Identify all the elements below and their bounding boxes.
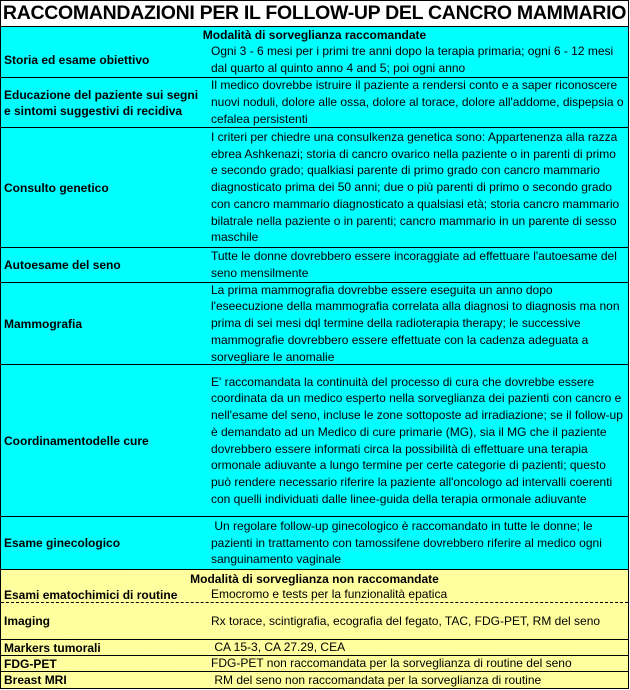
row-text: La prima mammografia dovrebbe essere eseguita un anno dopo l'eseecuzione della mammografia correlata alla diagnosi to diagnosis ma non prima di sei mesi dql termine della radioterapia therapy; le successive mammografie dovrebbero essere effettuate con la cadenza adeguata a sorvegliare le anomalie [211,282,620,364]
table-row [1,656,628,672]
row-label: Educazione del paziente sui segni e sintomi suggestivi di recidiva [4,87,199,118]
row-value [208,78,628,127]
row-label: Mammografia [4,316,83,331]
row-value [208,248,628,282]
table-title: RACCOMANDAZIONI PER IL FOLLOW-UP DEL CANCRO MAMMARIO [1,0,628,27]
row-value [208,128,628,247]
row-text: E' raccomandata la continuità del processo di cura che dovrebbe essere coordinata da un medico esperto nella sorveglianza dei pazienti con cancro e nell'esame del seno, incluse le zone sottoposte ad irradiazione; se il follow-up è demandato ad un Medico di cure primarie (MG), sia il MG che il paziente dovrebbero essere informati circa la possibilità di effettuare una terapia ormonale adiuvante a lungo termine per certe categorie di pazienti; questo può rendere necessario riferire la paziente all'oncologo ad intervalli coerenti con quelli individuati dalle linee-guida della terapia ormonale adiuvante [211,374,623,506]
table-row [1,128,628,248]
table-row [1,42,628,78]
row-value [208,587,628,602]
row-value [208,603,628,639]
row-label: Imaging [4,614,51,628]
table-row [1,603,628,640]
table-row [1,248,628,283]
row-text: RM del seno non raccomandata per la sorveglianza di routine [211,672,542,687]
not-recommended-heading: Modalità di sorveglianza non raccomandate [1,570,628,587]
row-value [208,42,628,77]
table-row [1,640,628,656]
row-text: Il medico dovrebbe istruire il paziente a rendersi conto e a saper riconoscere nuovi noduli, dolore alle ossa, dolore al torace, dolore all'addome, dispepsia o cefalea persistenti [211,78,624,126]
row-value [208,283,628,364]
table-row [1,365,628,517]
row-value [208,640,628,655]
row-label: Consulto genetico [4,180,109,195]
table-row [1,672,628,689]
row-text: Tutte le donne dovrebbero essere incoraggiate ad effettuare l'autoesame del seno mensilmente [211,249,617,280]
row-value [208,365,628,516]
row-text: Rx torace, scintigrafia, ecografia del fegato, TAC, FDG-PET, RM del seno [211,613,601,628]
row-text: Ogni 3 - 6 mesi per i primi tre anni dopo la terapia primaria; ogni 6 - 12 mesi dal quarto al quinto anno 4 and 5; poi ogni anno [211,43,614,75]
table-row [1,587,628,603]
row-text: FDG-PET non raccomandata per la sorveglianza di routine del seno [211,656,572,671]
row-label: FDG-PET [4,656,57,671]
row-value [208,517,628,569]
table-row [1,78,628,128]
row-label: Autoesame del seno [4,258,121,272]
row-label: Markers tumorali [4,640,101,655]
row-value [208,656,628,671]
table-row [1,283,628,365]
table-row [1,517,628,570]
row-text: Emocromo e tests per la funzionalità epatica [211,587,448,602]
row-text: CA 15-3, CA 27.29, CEA [211,640,346,655]
row-text: I criteri per chiedre una consulkenza genetica sono: Appartenenza alla razza ebrea Ashkenazi; storia di cancro ovarico nella paziente o in parenti di primo e secondo grado; qualkiasi parente di primo grado con cancro mammario diagnosticato prima dei 50 anni; due o più parenti di primo o secondo grado con cancro mammario diagnosticato a qualsiasi età; storia cancro mammario bilatrale nella paziente o in parenti; cancro mammario in un parente di sesso maschile [211,130,620,245]
row-label: Coordinamentodelle cure [4,433,149,448]
recommended-heading: Modalità di sorveglianza raccomandate [1,27,628,42]
row-value [208,672,628,688]
row-label: Breast MRI [4,673,67,687]
row-label: Storia ed esame obiettivo [4,52,150,67]
row-label: Esami ematochimici di routine [4,587,178,602]
row-label: Esame ginecologico [4,536,121,550]
row-text: Un regolare follow-up ginecologico è raccomandato in tutte le donne; le pazienti in trattamento con tamossifene dovrebbero riferire al medico ogni sanguinamento vaginale [211,518,606,567]
